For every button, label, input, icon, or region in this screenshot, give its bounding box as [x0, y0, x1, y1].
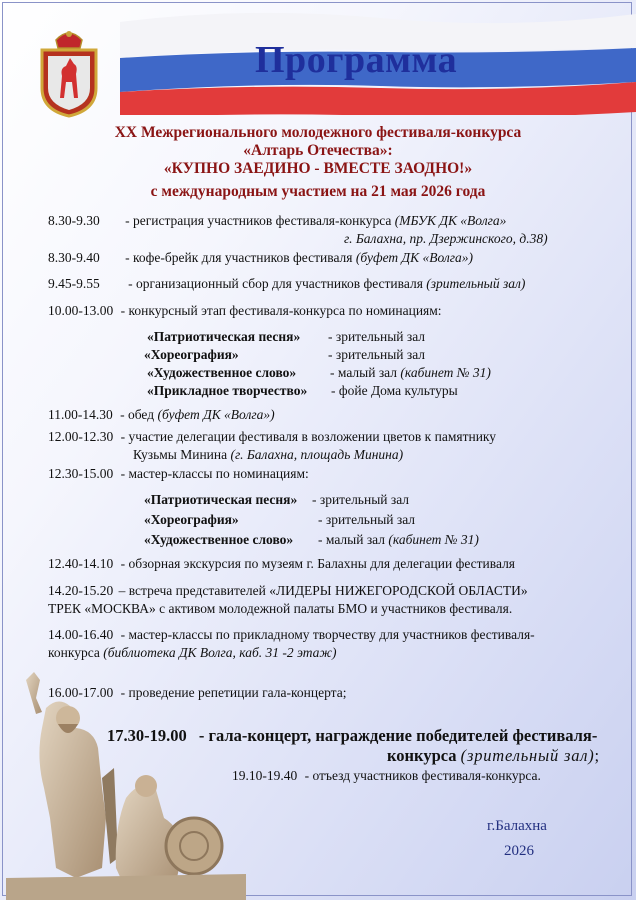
schedule-row: 11.00-14.30 - обед (буфет ДК «Волга») — [48, 407, 275, 422]
nomination-name: «Хореография» — [144, 347, 239, 362]
schedule-row: 19.10-19.40 - отъезд участников фестиваля-конкурса. — [232, 768, 541, 783]
time: 8.30-9.30 — [48, 213, 100, 228]
schedule-row: 12.00-12.30 - участие делегации фестиваля в возложении цветов к памятнику — [48, 429, 497, 444]
footer-year: 2026 — [504, 843, 534, 859]
nomination-name: «Художественное слово» — [147, 365, 297, 380]
schedule-row-cont: ТРЕК «МОСКВА» с активом молодежной палаты БМО и участников фестиваля. — [48, 601, 513, 616]
footer-city: г.Балахна — [487, 818, 547, 834]
schedule-row-cont: Кузьмы Минина (г. Балахна, площадь Минина) — [133, 447, 404, 462]
nomination-name: «Хореография» — [144, 512, 239, 527]
coat-of-arms-icon — [38, 28, 100, 118]
schedule-row: 14.20-15.20 – встреча представителей «ЛИДЕРЫ НИЖЕГОРОДСКОЙ ОБЛАСТИ» — [48, 583, 528, 598]
festival-line-2: «Алтарь Отечества»: — [243, 142, 393, 159]
nomination-name: «Художественное слово» — [144, 532, 294, 547]
festival-line-3: «КУПНО ЗАЕДИНО - ВМЕСТЕ ЗАОДНО!» — [163, 160, 473, 177]
nomination-name: «Патриотическая песня» — [147, 329, 301, 344]
nomination-hall: - зрительный зал — [328, 347, 426, 362]
nomination-hall: - зрительный зал — [318, 512, 416, 527]
schedule-row-highlight: 17.30-19.00 - гала-концерт, награждение победителей фестиваля- — [107, 726, 598, 745]
festival-line-1: XX Межрегионального молодежного фестиваля-конкурса — [114, 124, 522, 141]
nomination-hall: - малый зал (кабинет № 31) — [318, 532, 479, 547]
nomination-hall: - зрительный зал — [312, 492, 410, 507]
schedule-row: 16.00-17.00 - проведение репетиции гала-концерта; — [48, 685, 347, 700]
schedule-row: 10.00-13.00 - конкурсный этап фестиваля-конкурса по номинациям: — [48, 303, 442, 318]
nomination-hall: - зрительный зал — [328, 329, 426, 344]
nomination-name: «Патриотическая песня» — [144, 492, 298, 507]
page-title: Программа — [255, 39, 458, 81]
schedule-row: 12.40-14.10 - обзорная экскурсия по музеям г. Балахны для делегации фестиваля — [48, 556, 516, 571]
schedule-row-cont: конкурса (библиотека ДК Волга, каб. 31 -2 этаж) — [48, 645, 337, 660]
schedule-row: 9.45-9.55 - организационный сбор для участников фестиваля (зрительный зал) — [48, 276, 526, 291]
festival-line-4: с международным участием на 21 мая 2026 года — [150, 183, 486, 200]
nomination-name: «Прикладное творчество» — [147, 383, 308, 398]
schedule-row: 14.00-16.40 - мастер-классы по прикладному творчеству для участников фестиваля- — [48, 627, 535, 642]
minin-pozharsky-monument-illustration — [6, 668, 246, 900]
schedule-row: 12.30-15.00 - мастер-классы по номинациям: — [48, 466, 309, 481]
schedule-row: 8.30-9.40 - кофе-брейк для участников фестиваля (буфет ДК «Волга») — [48, 250, 474, 265]
place: г. Балахна, пр. Дзержинского, д.38) — [344, 231, 548, 246]
nomination-hall: - фойе Дома культуры — [331, 383, 458, 398]
nomination-hall: - малый зал (кабинет № 31) — [330, 365, 491, 380]
schedule-row-cont: конкурса (зрительный зал); — [387, 746, 600, 765]
schedule-row: 8.30-9.30 - регистрация участников фестиваля-конкурса (МБУК ДК «Волга» — [48, 213, 507, 228]
